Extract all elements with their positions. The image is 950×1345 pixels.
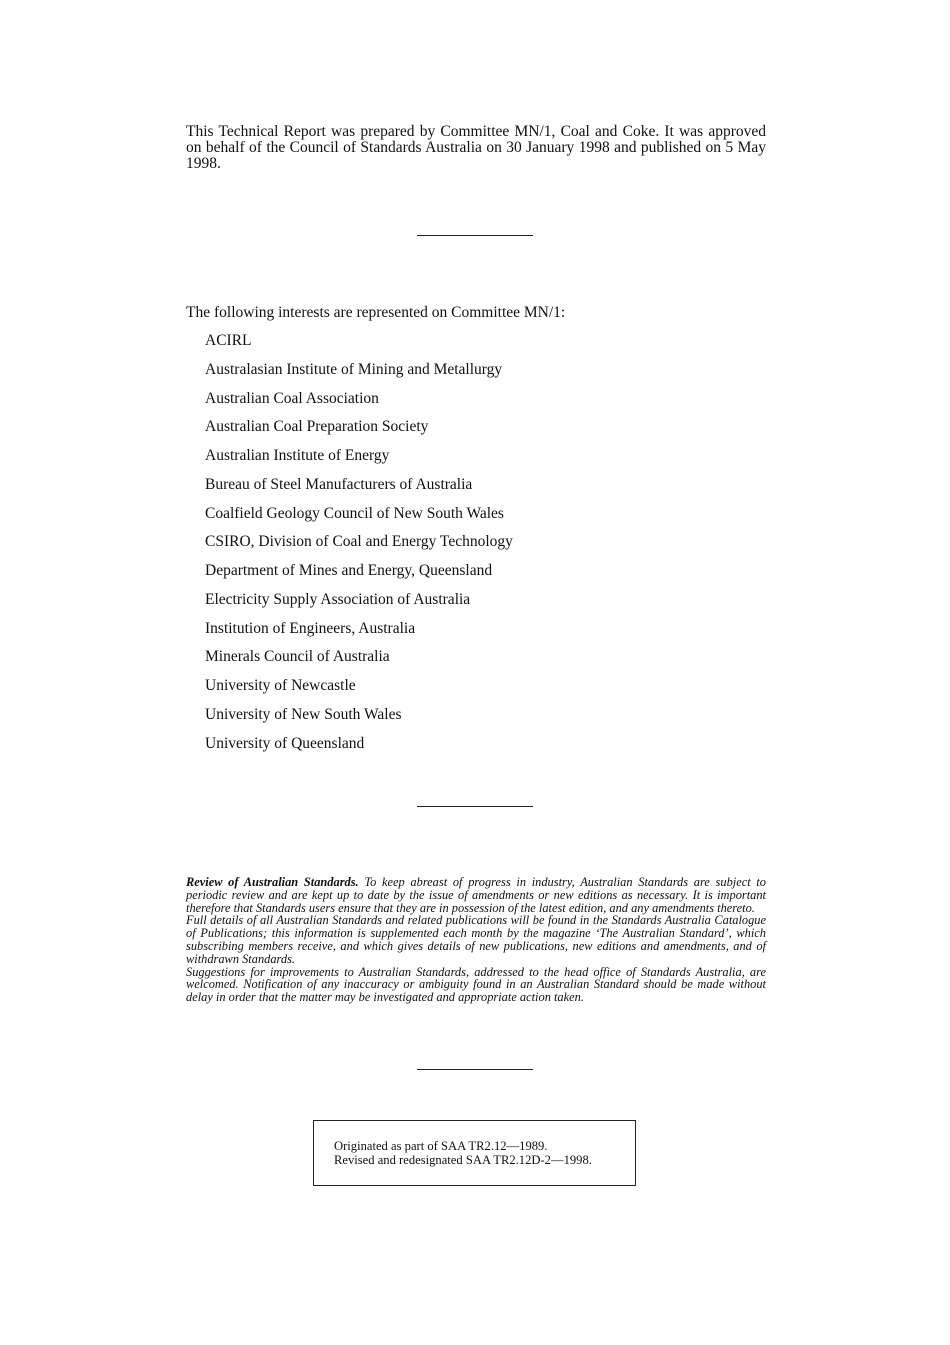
list-item: Electricity Supply Association of Australia xyxy=(205,590,471,608)
list-item: Australian Coal Preparation Society xyxy=(205,418,429,436)
review-title: Review of Australian Standards. xyxy=(186,875,359,889)
intro-paragraph: This Technical Report was prepared by Committee MN/1, Coal and Coke. It was approved on behalf of the Council of Standards Australia on 30 January 1998 and published on 5 May 1998. xyxy=(186,123,766,172)
origin-box xyxy=(313,1120,636,1186)
list-item: University of Queensland xyxy=(205,734,365,752)
divider-rule xyxy=(417,806,533,807)
list-item: University of Newcastle xyxy=(205,677,356,694)
list-item: Department of Mines and Energy, Queensland xyxy=(205,562,493,579)
origin-line-1: Originated as part of SAA TR2.12—1989. xyxy=(334,1139,548,1153)
list-item: Institution of Engineers, Australia xyxy=(205,619,416,637)
interests-list xyxy=(205,332,513,763)
list-item: Coalfield Geology Council of New South Wales xyxy=(205,504,504,522)
list-item: Australasian Institute of Mining and Metallurgy xyxy=(205,360,503,378)
list-item: CSIRO, Division of Coal and Energy Technology xyxy=(205,533,513,551)
list-item: Minerals Council of Australia xyxy=(205,648,390,666)
review-notice xyxy=(186,876,766,1004)
list-item: Bureau of Steel Manufacturers of Australia xyxy=(205,475,473,493)
list-item: University of New South Wales xyxy=(205,705,402,723)
interests-heading: The following interests are represented on Committee MN/1: xyxy=(186,304,566,321)
list-item: ACIRL xyxy=(205,332,252,349)
origin-line-2: Revised and redesignated SAA TR2.12D-2—1998. xyxy=(334,1153,592,1167)
list-item: Australian Coal Association xyxy=(205,389,379,407)
divider-rule xyxy=(417,1069,533,1070)
list-item: Australian Institute of Energy xyxy=(205,447,390,464)
review-paragraph-3: Suggestions for improvements to Australian Standards, addressed to the head office of Standards Australia, are welcomed. Notification of any inaccuracy or ambiguity found in an Australian Standard should be made without delay in order that the matter may be investigated and appropriate action taken. xyxy=(186,964,766,1005)
review-text: To keep abreast of progress in industry, Australian Standards are subject to periodic review and are kept up to date by the issue of amendments or new editions as necessary. It is important therefore that Standards users ensure that they are in possession of the latest edition, and any amendments thereto. xyxy=(186,875,767,915)
review-paragraph-1 xyxy=(186,876,766,914)
review-paragraph-2: Full details of all Australian Standards and related publications will be found in the Standards Australia Catalogue of Publications; this information is supplemented each month by the magazine ‘The Australian Standard’, which subscribing members receive, and which gives details of new publications, new editions and amendments, and of withdrawn Standards. xyxy=(186,913,766,966)
divider-rule xyxy=(417,235,533,236)
